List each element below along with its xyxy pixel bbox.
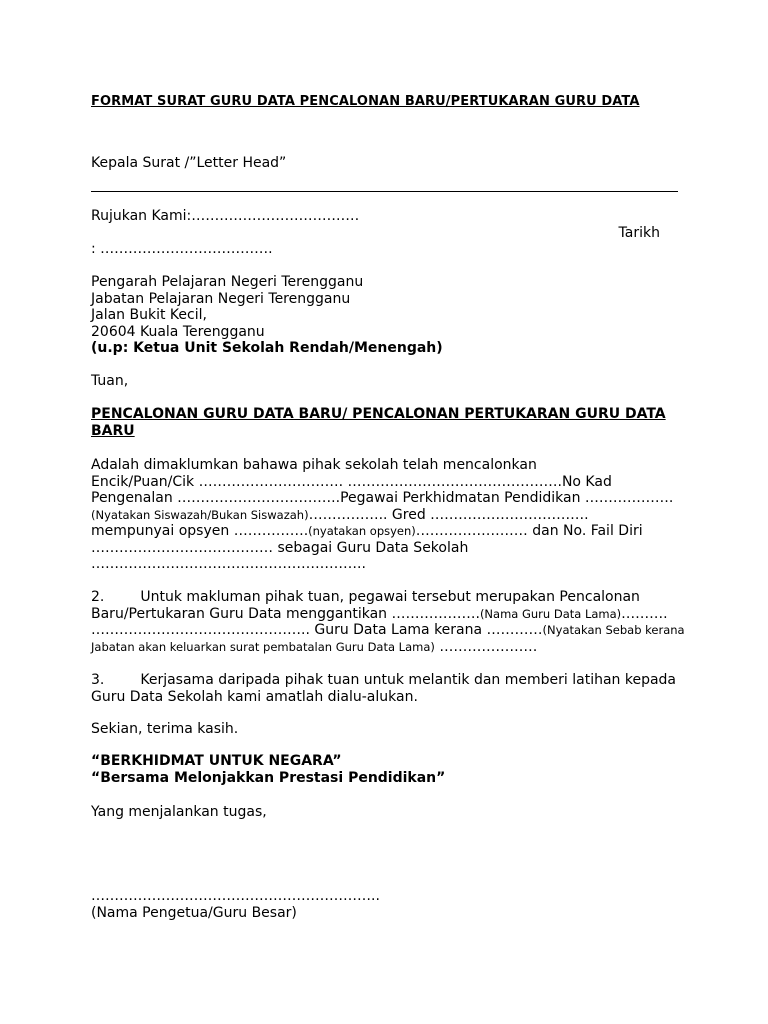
motto-line: “Bersama Melonjakkan Prestasi Pendidikan” xyxy=(91,769,446,786)
paragraph-3 xyxy=(91,672,681,705)
paragraph-line xyxy=(91,639,681,656)
fill-text: …………………… dan No. Fail Diri xyxy=(415,523,643,539)
motto-line: “BERKHIDMAT UNTUK NEGARA” xyxy=(91,753,342,769)
letterhead-divider xyxy=(91,191,678,192)
hint-text: (Nama Guru Data Lama) xyxy=(479,606,622,621)
motto xyxy=(91,753,681,786)
address-line: Jabatan Pelajaran Negeri Terengganu xyxy=(91,290,351,307)
subject-line: PENCALONAN GURU DATA BARU/ PENCALONAN PERTUKARAN GURU DATA xyxy=(91,406,666,422)
hint-text: (nyatakan opsyen) xyxy=(308,524,416,538)
hint-text: Jabatan akan keluarkan surat pembatalan Guru Data Lama) xyxy=(91,639,435,654)
recipient-address xyxy=(91,274,681,357)
hint-text: (Nyatakan Siswazah/Bukan Siswazah) xyxy=(91,507,309,522)
paragraph-line: ………………………………… sebagai Guru Data Sekolah xyxy=(91,539,469,556)
date-label: Tarikh xyxy=(618,225,660,241)
paragraph-line: Guru Data Sekolah kami amatlah dialu-alukan. xyxy=(91,688,418,705)
paragraph-line: ………………………………………………….. xyxy=(91,556,366,572)
paragraph-line xyxy=(91,523,681,540)
salutation: Tuan, xyxy=(91,373,129,389)
address-line: Jalan Bukit Kecil, xyxy=(91,307,207,323)
subject-line: BARU xyxy=(91,422,135,439)
paragraph-2 xyxy=(91,589,685,655)
fill-text: Untuk makluman pihak tuan, pegawai tersebut merupakan Pencalonan xyxy=(140,589,640,605)
paragraph-line: Encik/Puan/Cik …………………………. ……………………………………….No Kad xyxy=(91,473,612,490)
paragraph-number: 3. xyxy=(91,672,105,688)
paragraph-line: Pengenalan ……………………………..Pegawai Perkhidmatan Pendidikan ………………. xyxy=(91,490,674,506)
fill-text: ……………………………………….. Guru Data Lama kerana ………… xyxy=(91,622,543,638)
fill-text: Baru/Pertukaran Guru Data menggantikan ………………. xyxy=(91,605,480,622)
signature-block xyxy=(91,888,681,921)
fill-text: Kerjasama daripada pihak tuan untuk melantik dan memberi latihan kepada xyxy=(140,672,677,688)
fill-text: ………………… xyxy=(434,638,538,655)
paragraph-line xyxy=(91,606,681,623)
paragraph-line: Adalah dimaklumkan bahawa pihak sekolah telah mencalonkan xyxy=(91,457,537,473)
closing-text: Sekian, terima kasih. xyxy=(91,721,239,737)
hint-text: (Nyatakan Sebab kerana xyxy=(542,623,685,637)
subject-heading xyxy=(91,406,681,439)
date-line: : ………………………………. xyxy=(91,241,273,257)
signature-line: …………………………………………………….. xyxy=(91,888,380,904)
address-line: Pengarah Pelajaran Negeri Terengganu xyxy=(91,274,364,290)
reference-line: Rujukan Kami:……………………………… xyxy=(91,208,360,224)
document-title: FORMAT SURAT GURU DATA PENCALONAN BARU/PERTUKARAN GURU DATA xyxy=(91,94,640,109)
fill-text: mempunyai opsyen ……………. xyxy=(91,523,309,539)
fill-text: ………. xyxy=(621,605,668,622)
paragraph-number: 2. xyxy=(91,589,105,605)
fill-text: …………….. Gred ……………………………. xyxy=(308,506,589,523)
attention-line: (u.p: Ketua Unit Sekolah Rendah/Menengah) xyxy=(91,340,443,356)
paragraph-line xyxy=(91,589,681,606)
paragraph-line xyxy=(91,507,681,524)
letterhead-label: Kepala Surat /”Letter Head” xyxy=(91,155,287,171)
signatory-name: (Nama Pengetua/Guru Besar) xyxy=(91,904,297,921)
paragraph-1 xyxy=(91,457,681,573)
paragraph-line xyxy=(91,672,681,689)
address-line: 20604 Kuala Terengganu xyxy=(91,323,265,340)
signoff-text: Yang menjalankan tugas, xyxy=(91,804,267,820)
paragraph-line xyxy=(91,622,685,639)
